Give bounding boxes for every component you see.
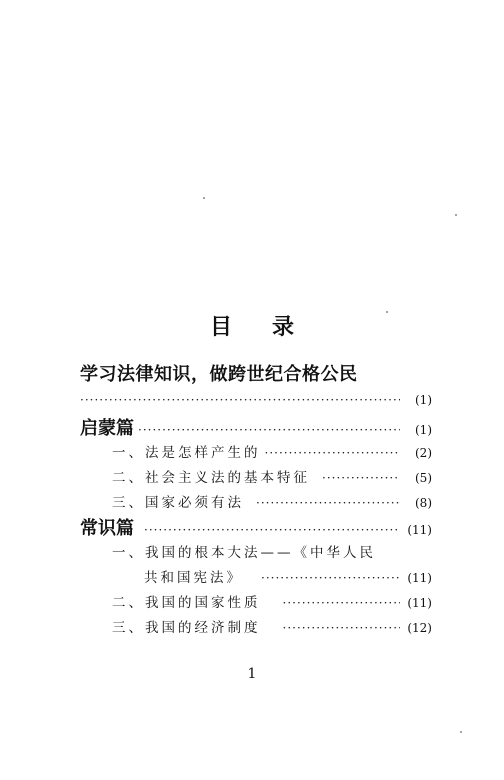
- dot-leader: [80, 393, 400, 407]
- page-number: 1: [247, 666, 257, 682]
- section-qimeng[interactable]: [80, 414, 432, 440]
- scan-speck: [455, 214, 457, 216]
- toc-item-page: (2): [415, 446, 432, 460]
- toc-item-page: (8): [415, 496, 432, 510]
- section-page: (1): [415, 423, 432, 437]
- toc-item[interactable]: [112, 591, 432, 611]
- section-heading: 常识篇: [80, 518, 134, 539]
- intro-entry-page: (1): [415, 393, 432, 407]
- toc-item[interactable]: [112, 441, 432, 461]
- intro-entry-leader-row[interactable]: [80, 393, 432, 407]
- section-heading: 启蒙篇: [80, 418, 134, 439]
- toc-item-page: (11): [407, 596, 432, 610]
- toc-item-label: 二、社会主义法的基本特征: [112, 470, 310, 486]
- dot-leader: [265, 446, 401, 460]
- toc-item-label-continued: 共和国宪法》: [144, 570, 243, 586]
- dot-leader: [322, 471, 400, 485]
- toc-item[interactable]: [112, 616, 432, 636]
- dot-leader: [283, 621, 401, 635]
- toc-item-label: 三、国家必须有法: [112, 495, 244, 511]
- toc-item-page: (12): [407, 621, 432, 635]
- toc-item-label: 三、我国的经济制度: [112, 620, 261, 636]
- toc-item[interactable]: [112, 466, 432, 486]
- dot-leader: [256, 496, 400, 510]
- dot-leader: [261, 571, 400, 585]
- scan-speck: [203, 197, 205, 199]
- toc-item-page: (11): [407, 571, 432, 585]
- scan-speck: [386, 311, 388, 313]
- dot-leader: [283, 596, 401, 610]
- dot-leader: [144, 523, 400, 537]
- toc-item-line-2[interactable]: [144, 566, 432, 586]
- toc-title-char-1: 目: [209, 315, 232, 340]
- section-changshi[interactable]: [80, 514, 432, 540]
- scan-speck: [460, 731, 462, 733]
- toc-item-line-1[interactable]: [112, 541, 432, 561]
- toc-item-label: 一、我国的根本大法——《中华人民: [112, 545, 376, 561]
- toc-item-label: 二、我国的国家性质: [112, 595, 261, 611]
- toc-item[interactable]: [112, 491, 432, 511]
- toc-title: [0, 310, 504, 341]
- section-page: (11): [407, 523, 432, 537]
- dot-leader: [138, 423, 400, 437]
- intro-entry-label[interactable]: 学习法律知识，做跨世纪合格公民: [80, 364, 358, 385]
- toc-item-page: (5): [415, 471, 432, 485]
- toc-item-label: 一、法是怎样产生的: [112, 445, 261, 461]
- toc-title-char-2: 录: [272, 315, 295, 340]
